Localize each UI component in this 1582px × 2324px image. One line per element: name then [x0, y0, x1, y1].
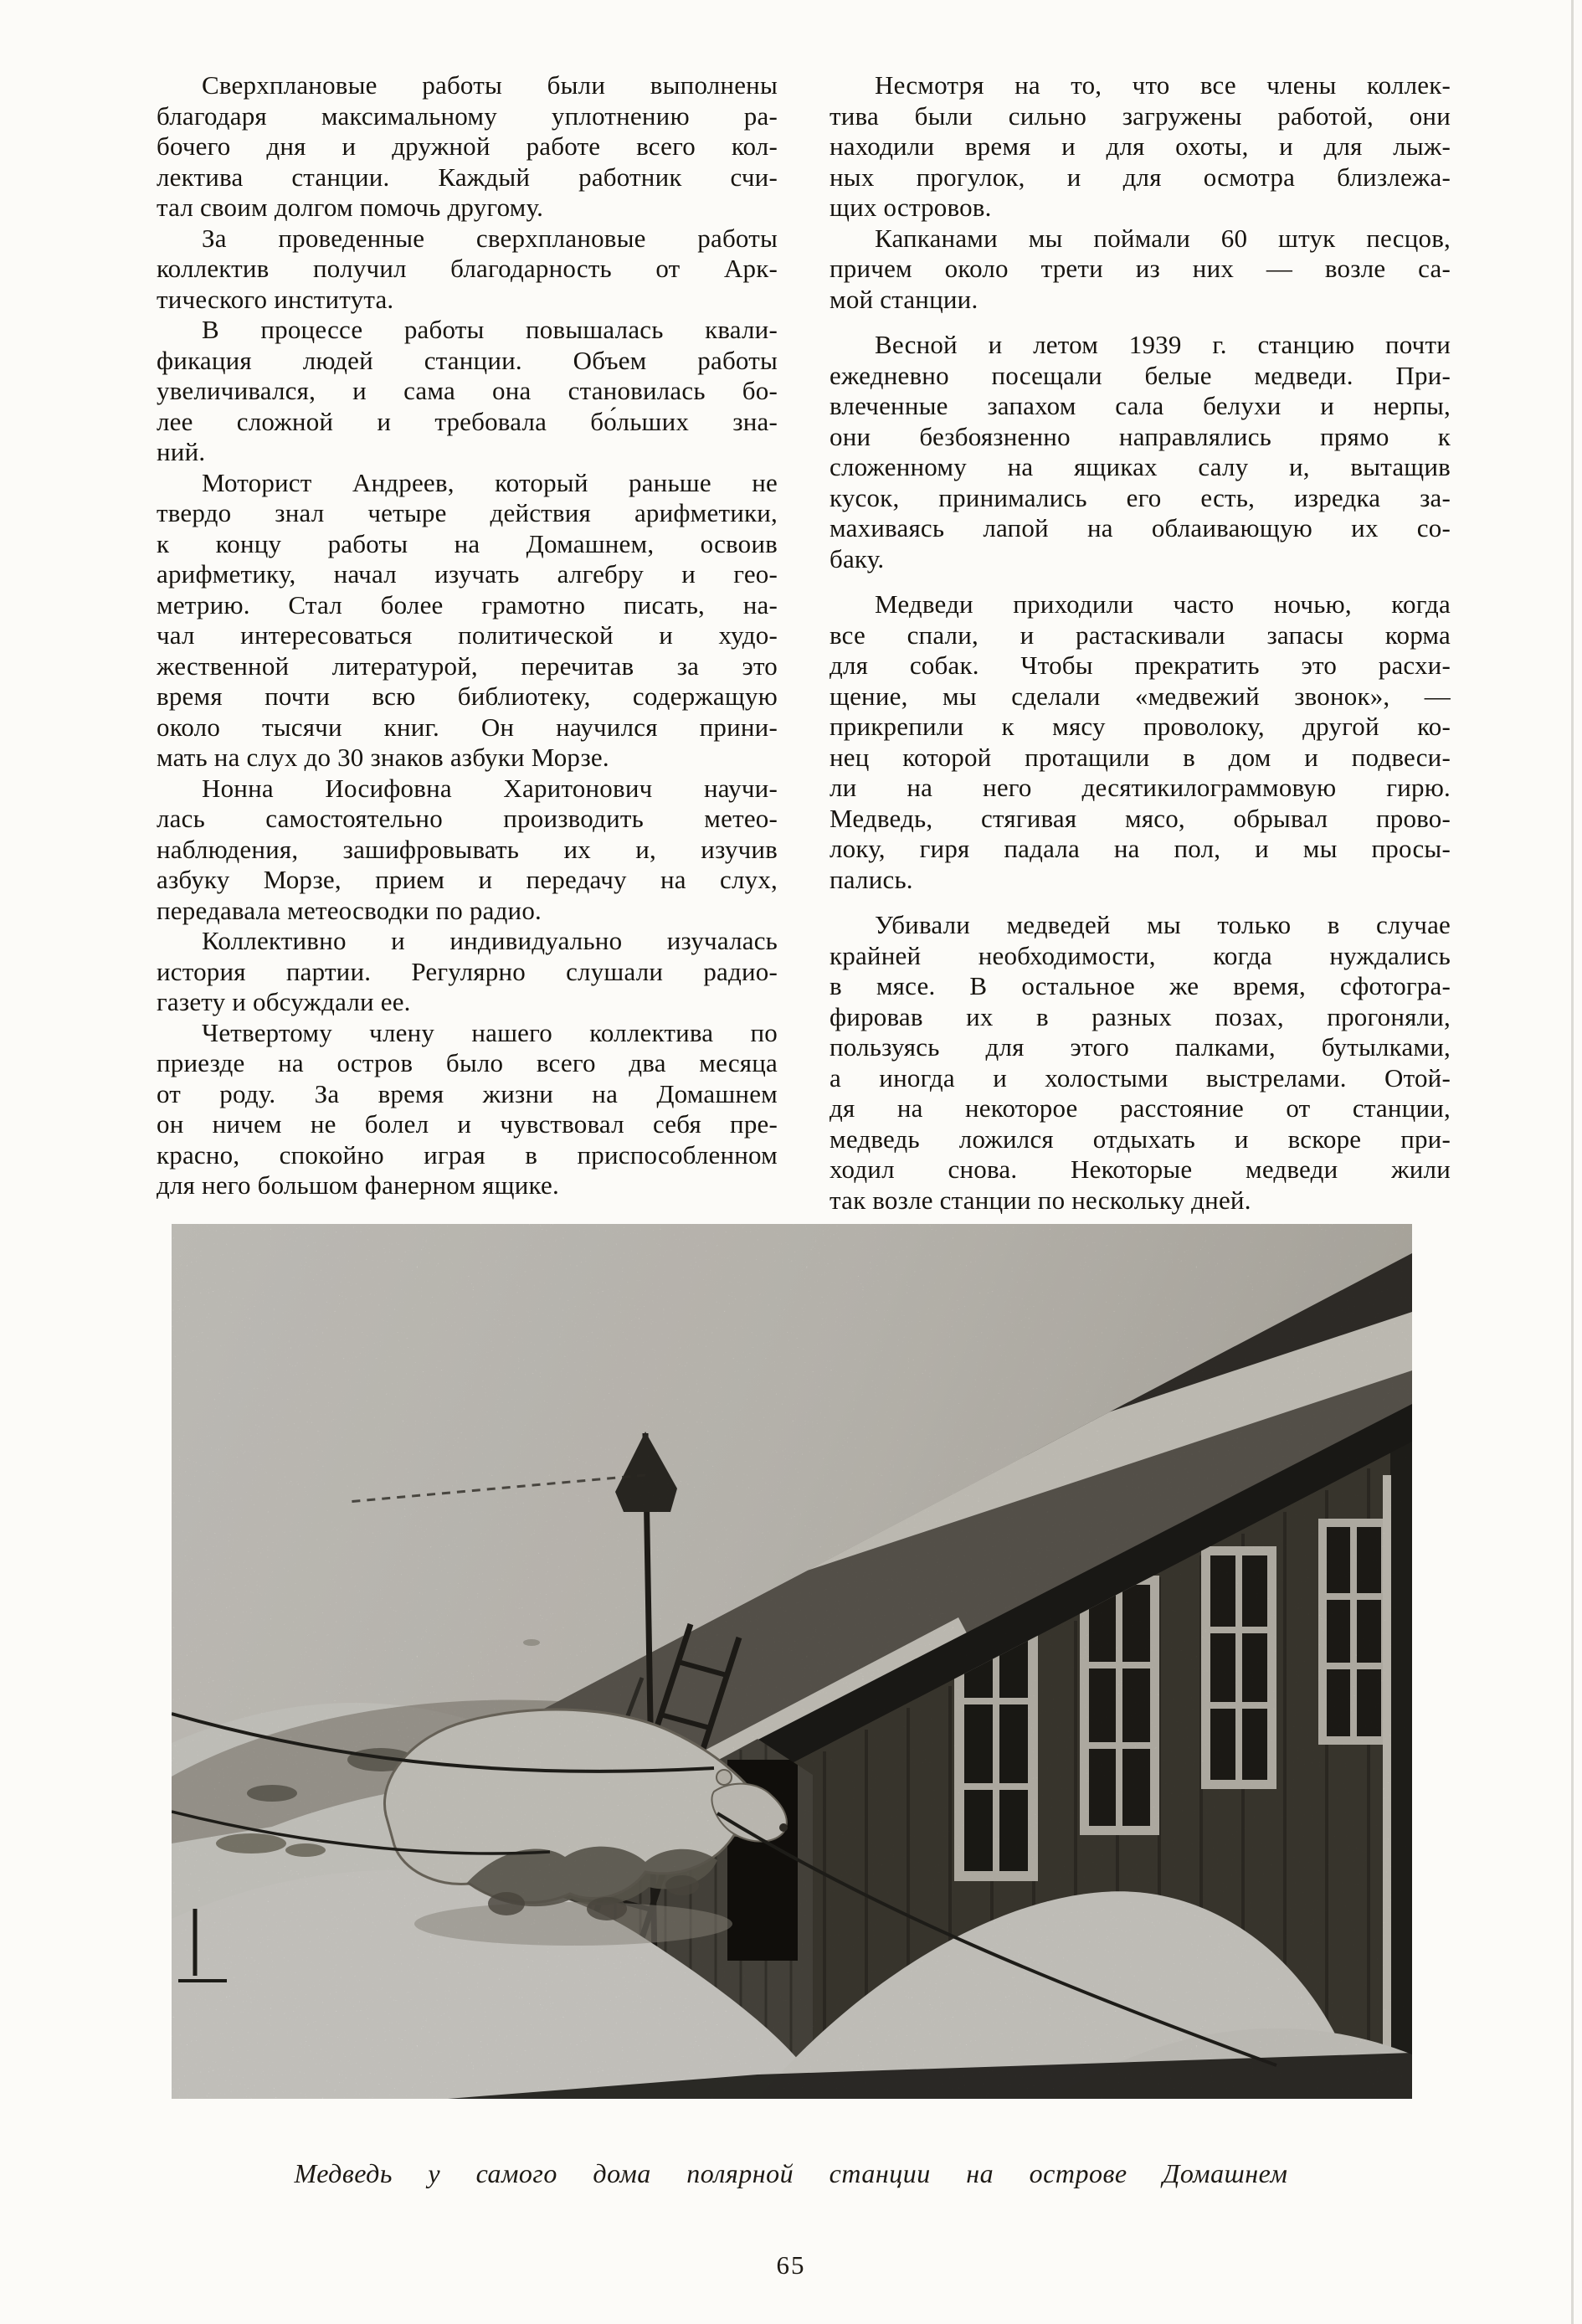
text-line: увеличивался, и сама она становилась бо-	[157, 376, 778, 405]
text-line: для собак. Чтобы прекратить это расхи-	[830, 650, 1451, 680]
photo-caption: Медведь у самого дома полярной станции на острове Домашнем	[294, 2158, 1288, 2188]
text-line: передавала метеосводки по радио.	[157, 895, 542, 925]
text-line: они безбоязненно направлялись прямо к	[830, 421, 1451, 451]
text-line: махиваясь лапой на облаивающую их со-	[830, 513, 1451, 542]
text-line: фировав их в разных позах, прогоняли,	[830, 1001, 1451, 1031]
text-line: время почти всю библиотеку, содержащую	[157, 681, 778, 711]
text-line: к концу работы на Домашнем, освоив	[157, 528, 778, 558]
page-number: 65	[776, 2250, 806, 2280]
paragraph	[157, 315, 778, 468]
text-line: все спали, и растаскивали запасы корма	[830, 620, 1451, 650]
text-line: Сверхплановые работы были выполнены	[202, 70, 778, 100]
text-line: красно, спокойно играя в приспособленном	[157, 1139, 778, 1170]
text-line: так возле станции по нескольку дней.	[830, 1185, 1251, 1215]
paragraph	[157, 468, 778, 774]
text-line: баку.	[830, 543, 885, 573]
text-line: история партии. Регулярно слушали радио-	[157, 956, 778, 986]
text-line: За проведенные сверхплановые работы	[202, 223, 778, 253]
paragraph	[157, 1018, 778, 1201]
scan-edge-line	[1571, 0, 1574, 2324]
text-line: чал интересоваться политической и худо-	[157, 620, 778, 650]
text-line: пользуясь для этого палками, бутылками,	[830, 1032, 1451, 1062]
text-line: азбуку Морзе, прием и передачу на слух,	[157, 865, 778, 894]
photo-polar-bear-at-station	[172, 1224, 1412, 2099]
text-line: ний.	[157, 437, 206, 466]
text-line: Капканами мы поймали 60 штук песцов,	[875, 223, 1451, 253]
text-line: кусок, принимались его есть, изредка за-	[830, 482, 1451, 512]
text-line: приезде на остров было всего два месяца	[157, 1048, 778, 1077]
text-line: щих островов.	[830, 193, 992, 222]
text-line: В процессе работы повышалась квали-	[202, 315, 778, 344]
text-line: влеченные запахом сала белухи и нерпы,	[830, 391, 1451, 420]
text-line: наблюдения, зашифровывать их и, изучив	[157, 834, 778, 864]
photo-illustration	[172, 1224, 1412, 2099]
paragraph	[830, 910, 1451, 1216]
paragraph	[830, 70, 1451, 224]
text-line: ежедневно посещали белые медведи. При-	[830, 360, 1451, 390]
paragraph	[830, 589, 1451, 895]
text-line: мой станции.	[830, 284, 978, 314]
text-line: твердо знал четыре действия арифметики,	[157, 498, 778, 527]
text-line: тал своим долгом помочь другому.	[157, 193, 544, 222]
text-line: от роду. За время жизни на Домашнем	[157, 1078, 778, 1108]
text-line: ли на него десятикилограммовую гирю.	[830, 773, 1451, 802]
text-line: крайней необходимости, когда нуждались	[830, 940, 1451, 970]
paragraph	[830, 224, 1451, 316]
text-line: благодаря максимальному уплотнению ра-	[157, 100, 778, 131]
left-column	[157, 70, 778, 1216]
text-line: арифметику, начал изучать алгебру и гео-	[157, 559, 778, 589]
paragraph	[157, 70, 778, 224]
halftone-grain	[172, 1224, 1412, 2099]
text-line: прикрепили к мясу проволоку, другой ко-	[830, 712, 1451, 741]
text-line: в мясе. В остальное же время, сфотогра-	[830, 971, 1451, 1000]
text-line: лектива станции. Каждый работник счи-	[157, 162, 778, 192]
text-line: коллектив получил благодарность от Арк-	[157, 254, 778, 283]
paragraph	[157, 774, 778, 927]
text-line: Нонна Иосифовна Харитонович научи-	[202, 773, 778, 803]
text-line: Убивали медведей мы только в случае	[875, 910, 1451, 939]
paragraph	[157, 926, 778, 1018]
text-line: ных прогулок, и для осмотра близлежа-	[830, 162, 1451, 192]
text-line: метрию. Стал более грамотно писать, на-	[157, 589, 778, 620]
text-line: Медведи приходили часто ночью, когда	[875, 589, 1451, 619]
text-line: Несмотря на то, что все члены коллек-	[875, 70, 1451, 100]
paragraph	[830, 330, 1451, 574]
text-line: медведь ложился отдыхать и вскоре при-	[830, 1123, 1451, 1154]
text-line: дя на некоторое расстояние от станции,	[830, 1093, 1451, 1123]
text-line: ходил снова. Некоторые медведи жили	[830, 1154, 1451, 1184]
text-line: локу, гиря падала на пол, и мы просы-	[830, 834, 1451, 863]
text-line: находили время и для охоты, и для лыж-	[830, 131, 1451, 161]
text-line: Моторист Андреев, который раньше не	[202, 467, 778, 497]
article-columns	[157, 70, 1451, 1216]
text-line: щение, мы сделали «медвежий звонок», —	[830, 681, 1451, 711]
text-line: около тысячи книг. Он научился прини-	[157, 712, 778, 742]
text-line: причем около трети из них — возле са-	[830, 254, 1451, 283]
text-line: Четвертому члену нашего коллектива по	[202, 1017, 778, 1047]
text-line: Медведь, стягивая мясо, обрывал прово-	[830, 803, 1451, 833]
text-line: сложенному на ящиках салу и, вытащив	[830, 452, 1451, 481]
paragraph	[157, 224, 778, 316]
text-line: газету и обсуждали ее.	[157, 987, 411, 1016]
text-line: жественной литературой, перечитав за это	[157, 650, 778, 681]
text-line: нец которой протащили в дом и подвеси-	[830, 742, 1451, 772]
text-line: а иногда и холостыми выстрелами. Отой-	[830, 1062, 1451, 1093]
text-line: тива были сильно загружены работой, они	[830, 100, 1451, 131]
text-line: тического института.	[157, 284, 394, 314]
text-line: для него большом фанерном ящике.	[157, 1170, 559, 1200]
text-line: лее сложной и требовала бо́льших зна-	[157, 406, 778, 436]
text-line: мать на слух до 30 знаков азбуки Морзе.	[157, 743, 609, 772]
text-line: фикация людей станции. Объем работы	[157, 345, 778, 375]
text-line: Весной и летом 1939 г. станцию почти	[875, 330, 1451, 359]
text-line: бочего дня и дружной работе всего кол-	[157, 131, 778, 161]
right-column	[830, 70, 1451, 1216]
text-line: он ничем не болел и чувствовал себя пре-	[157, 1109, 778, 1139]
text-line: Коллективно и индивидуально изучалась	[202, 926, 778, 955]
text-line: лась самостоятельно производить метео-	[157, 804, 778, 833]
text-line: пались.	[830, 864, 913, 894]
